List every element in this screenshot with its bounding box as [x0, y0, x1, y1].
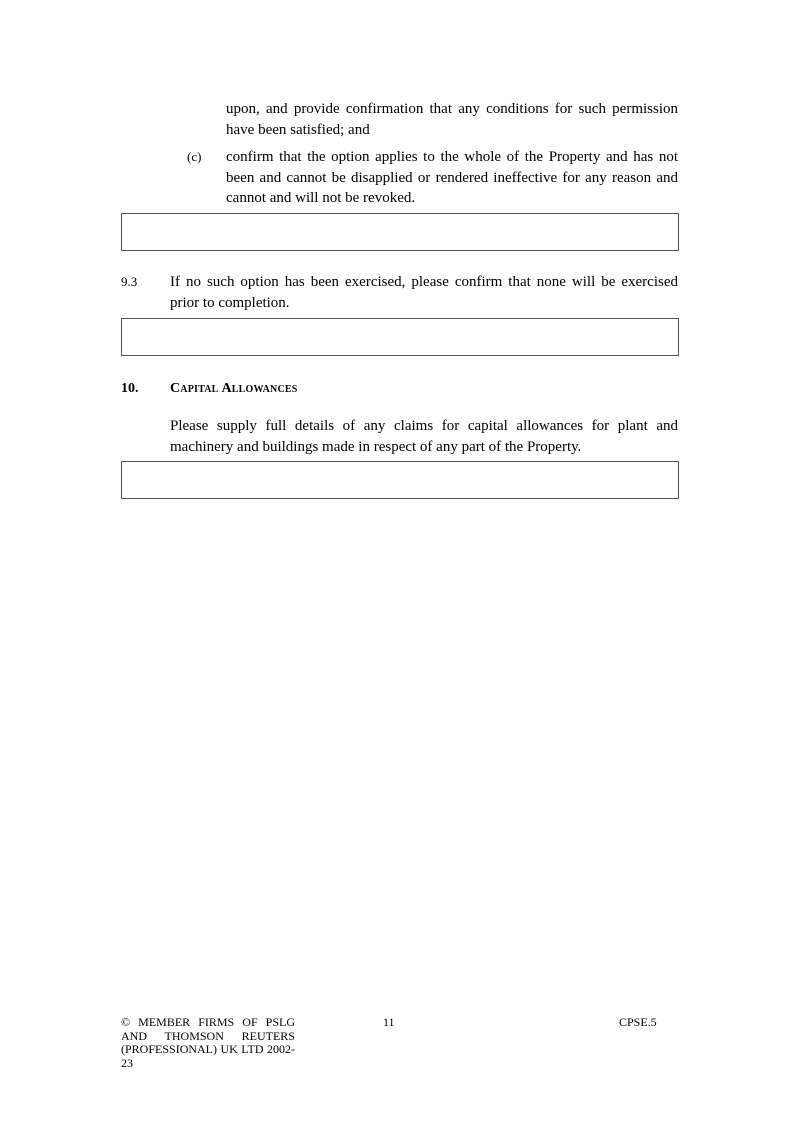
clause-9-3-number: 9.3 [121, 274, 138, 289]
footer-form-code: CPSE.5 [619, 1015, 657, 1029]
footer-copyright: © MEMBER FIRMS OF PSLG AND THOMSON REUTERS (PROFESSIONAL) UK LTD 2002-23 [121, 1015, 295, 1070]
section-10-number: 10. [121, 381, 139, 396]
clause-9-2-continuation-text: upon, and provide confirmation that any conditions for such permission have been satisfied; and [226, 101, 678, 138]
reply-box-10[interactable] [121, 461, 679, 499]
section-10-text: Please supply full details of any claims for capital allowances for plant and machinery and buildings made in respect of any part of the Property. [170, 418, 678, 455]
clause-9-3-text: If no such option has been exercised, please confirm that none will be exercised prior to completion. [170, 274, 678, 311]
clause-9-2-c-text: confirm that the option applies to the whole of the Property and has not been and cannot be disapplied or rendered ineffective for any reason and cannot and will not be revoked. [226, 149, 678, 206]
footer-page-number: 11 [383, 1015, 395, 1029]
reply-box-9-2[interactable] [121, 213, 679, 251]
clause-9-2-c-label: (c) [187, 149, 202, 164]
section-10-title: Capital Allowances [170, 381, 298, 396]
reply-box-9-3[interactable] [121, 318, 679, 356]
